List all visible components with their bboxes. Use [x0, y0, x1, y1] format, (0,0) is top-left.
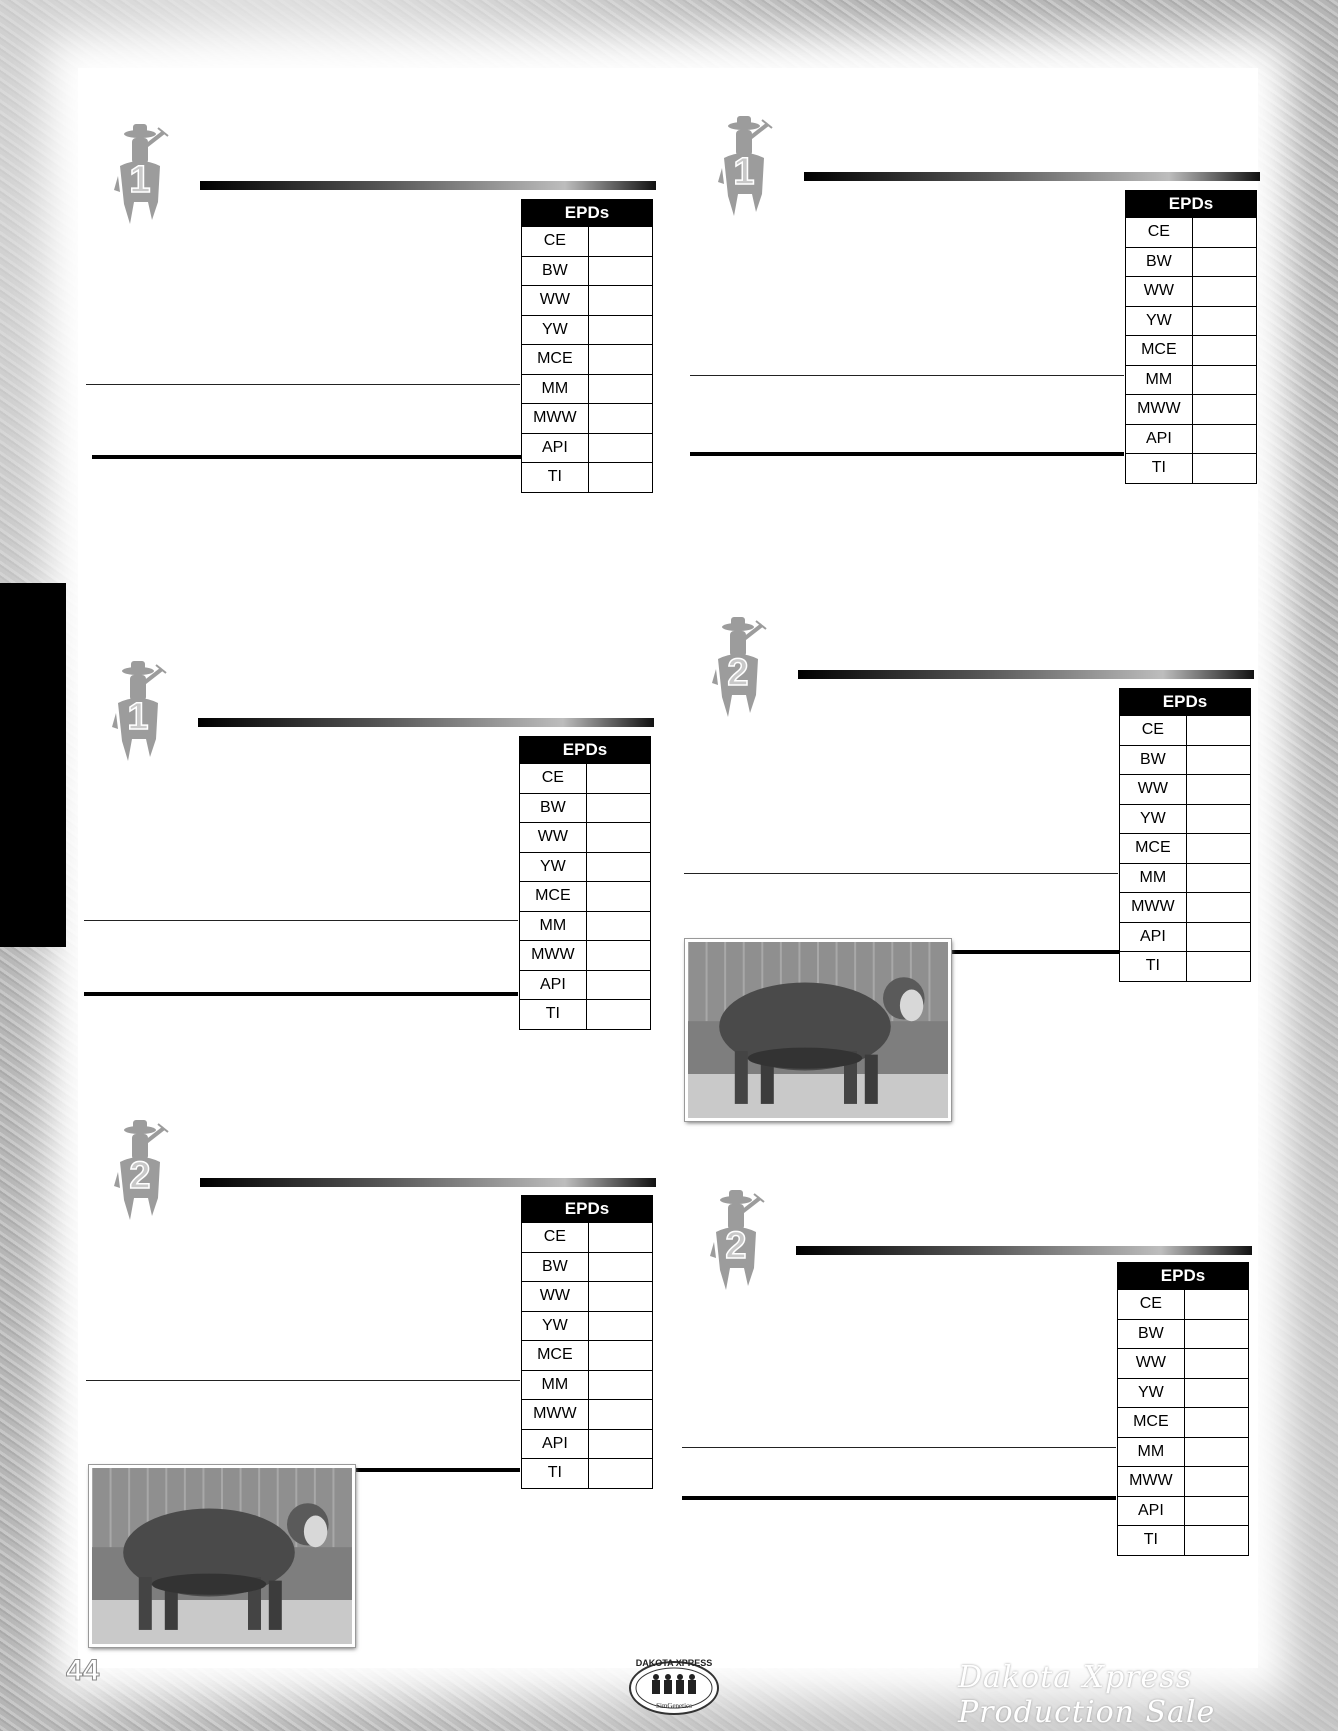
epd-value-cell [586, 1000, 650, 1030]
epd-label: WW [1120, 775, 1187, 805]
epd-row [522, 1429, 653, 1459]
epd-label: YW [522, 1311, 589, 1341]
epd-row [1126, 277, 1257, 307]
epd-header: EPDs [522, 1196, 653, 1223]
epd-label: CE [1118, 1290, 1185, 1320]
rider-lot-icon [112, 1116, 182, 1226]
epd-value-cell [588, 1400, 652, 1430]
epd-label: CE [1126, 218, 1193, 248]
epd-row [1120, 952, 1251, 982]
epd-value-cell [586, 793, 650, 823]
pedigree-line [86, 384, 520, 385]
logo-subtitle-text: SimGenetics [656, 1702, 692, 1710]
epd-table [521, 1195, 653, 1489]
epd-row [522, 1311, 653, 1341]
epd-label: MWW [1118, 1467, 1185, 1497]
dakota-xpress-logo [628, 1652, 720, 1718]
pedigree-line-thick [690, 452, 1124, 456]
epd-value-cell [1192, 424, 1256, 454]
epd-row [522, 374, 653, 404]
epd-row [1118, 1319, 1249, 1349]
epd-value-cell [588, 433, 652, 463]
epd-value-cell [1184, 1378, 1248, 1408]
heifer-photo [685, 939, 951, 1121]
epd-label: YW [522, 315, 589, 345]
epd-value-cell [1192, 247, 1256, 277]
epd-label: YW [1118, 1378, 1185, 1408]
epd-label: API [522, 1429, 589, 1459]
epd-row [1120, 863, 1251, 893]
epd-row [522, 315, 653, 345]
epd-header: EPDs [1120, 689, 1251, 716]
epd-value-cell [1186, 922, 1250, 952]
rider-number: 2 [727, 652, 749, 694]
epd-row [1120, 775, 1251, 805]
rider-number: 2 [725, 1225, 747, 1267]
epd-table [1117, 1262, 1249, 1556]
epd-table [1119, 688, 1251, 982]
epd-value-cell [588, 227, 652, 257]
epd-row [1126, 365, 1257, 395]
epd-value-cell [586, 764, 650, 794]
epd-value-cell [1186, 745, 1250, 775]
epd-value-cell [588, 1429, 652, 1459]
epd-label: MM [520, 911, 587, 941]
epd-row [1120, 716, 1251, 746]
epd-row [522, 1370, 653, 1400]
pedigree-line-thick [92, 455, 522, 459]
epd-value-cell [586, 970, 650, 1000]
epd-row [522, 463, 653, 493]
epd-value-cell [1184, 1319, 1248, 1349]
epd-label: TI [1120, 952, 1187, 982]
epd-row [522, 1341, 653, 1371]
epd-value-cell [1186, 952, 1250, 982]
epd-value-cell [588, 345, 652, 375]
rider-number: 1 [127, 696, 149, 738]
epd-row [1126, 336, 1257, 366]
epd-label: TI [520, 1000, 587, 1030]
epd-label: MCE [1126, 336, 1193, 366]
epd-value-cell [586, 823, 650, 853]
epd-value-cell [586, 852, 650, 882]
epd-row [1126, 306, 1257, 336]
epd-value-cell [1184, 1437, 1248, 1467]
epd-label: BW [1126, 247, 1193, 277]
epd-label: WW [522, 286, 589, 316]
pedigree-line [690, 375, 1124, 376]
epd-label: MWW [520, 941, 587, 971]
epd-value-cell [588, 1223, 652, 1253]
epd-row [1120, 804, 1251, 834]
epd-label: TI [522, 463, 589, 493]
epd-label: MCE [520, 882, 587, 912]
epd-row [522, 286, 653, 316]
epd-row [1120, 922, 1251, 952]
epd-row [1118, 1467, 1249, 1497]
epd-row [520, 852, 651, 882]
epd-value-cell [588, 1252, 652, 1282]
epd-value-cell [1184, 1349, 1248, 1379]
epd-value-cell [1186, 893, 1250, 923]
epd-value-cell [1192, 277, 1256, 307]
epd-value-cell [586, 882, 650, 912]
pedigree-line [84, 920, 518, 921]
epd-value-cell [1184, 1290, 1248, 1320]
epd-row [520, 882, 651, 912]
epd-label: API [1118, 1496, 1185, 1526]
epd-row [1126, 218, 1257, 248]
epd-label: CE [522, 227, 589, 257]
rider-number: 1 [129, 159, 151, 201]
pedigree-line [682, 1447, 1116, 1448]
epd-row [1118, 1378, 1249, 1408]
rider-lot-icon [716, 112, 786, 222]
rider-number: 1 [733, 151, 755, 193]
epd-row [522, 256, 653, 286]
epd-value-cell [1184, 1408, 1248, 1438]
epd-value-cell [1186, 804, 1250, 834]
pedigree-line-thick [350, 1468, 520, 1472]
epd-label: TI [1126, 454, 1193, 484]
epd-value-cell [588, 1341, 652, 1371]
epd-row [522, 1252, 653, 1282]
epd-row [522, 345, 653, 375]
epd-row [522, 227, 653, 257]
epd-row [520, 911, 651, 941]
epd-label: MWW [522, 1400, 589, 1430]
epd-value-cell [1186, 775, 1250, 805]
epd-label: YW [1126, 306, 1193, 336]
epd-value-cell [1184, 1496, 1248, 1526]
epd-label: MM [1120, 863, 1187, 893]
epd-label: TI [1118, 1526, 1185, 1556]
lot-title-bar [200, 1178, 656, 1187]
epd-row [1126, 395, 1257, 425]
epd-row [1120, 745, 1251, 775]
epd-row [520, 1000, 651, 1030]
pedigree-line-thick [946, 950, 1120, 954]
epd-label: WW [520, 823, 587, 853]
epd-value-cell [588, 1459, 652, 1489]
epd-label: MWW [1120, 893, 1187, 923]
epd-row [1126, 454, 1257, 484]
epd-row [1120, 893, 1251, 923]
epd-label: API [1126, 424, 1193, 454]
epd-value-cell [1192, 336, 1256, 366]
epd-value-cell [1184, 1526, 1248, 1556]
page-number: 44 [66, 1654, 100, 1687]
pedigree-line [684, 873, 1118, 874]
epd-row [1118, 1408, 1249, 1438]
heifer-photo [89, 1465, 355, 1647]
lot-title-bar [804, 172, 1260, 181]
epd-label: MWW [522, 404, 589, 434]
epd-label: API [522, 433, 589, 463]
epd-table [1125, 190, 1257, 484]
epd-value-cell [1186, 863, 1250, 893]
epd-value-cell [1184, 1467, 1248, 1497]
epd-label: WW [1126, 277, 1193, 307]
epd-label: MM [522, 374, 589, 404]
epd-label: MCE [522, 1341, 589, 1371]
epd-label: MM [1118, 1437, 1185, 1467]
epd-label: BW [522, 1252, 589, 1282]
epd-label: BW [522, 256, 589, 286]
epd-table [519, 736, 651, 1030]
rider-lot-icon [110, 657, 180, 767]
epd-value-cell [1186, 834, 1250, 864]
epd-row [522, 1223, 653, 1253]
epd-row [1118, 1290, 1249, 1320]
epd-label: MWW [1126, 395, 1193, 425]
epd-label: WW [522, 1282, 589, 1312]
epd-header: EPDs [522, 200, 653, 227]
epd-row [520, 823, 651, 853]
side-section-tab [0, 583, 66, 947]
epd-value-cell [588, 1311, 652, 1341]
epd-label: MCE [1118, 1408, 1185, 1438]
epd-label: BW [520, 793, 587, 823]
epd-label: MM [522, 1370, 589, 1400]
epd-row [520, 793, 651, 823]
epd-row [522, 404, 653, 434]
epd-label: BW [1120, 745, 1187, 775]
epd-label: MCE [1120, 834, 1187, 864]
epd-value-cell [588, 1282, 652, 1312]
epd-row [522, 1400, 653, 1430]
lot-title-bar [796, 1246, 1252, 1255]
epd-value-cell [588, 256, 652, 286]
logo-title-text: DAKOTA XPRESS [635, 1658, 713, 1668]
epd-value-cell [586, 911, 650, 941]
epd-row [1118, 1526, 1249, 1556]
rider-lot-icon [112, 120, 182, 230]
epd-header: EPDs [1126, 191, 1257, 218]
epd-table [521, 199, 653, 493]
epd-value-cell [588, 463, 652, 493]
sale-script-title: Dakota Xpress Production Sale [958, 1660, 1216, 1730]
epd-value-cell [1192, 395, 1256, 425]
pedigree-line-thick [682, 1496, 1116, 1500]
rider-lot-icon [710, 613, 780, 723]
epd-label: WW [1118, 1349, 1185, 1379]
pedigree-line [86, 1380, 520, 1381]
epd-row [1120, 834, 1251, 864]
epd-value-cell [1186, 716, 1250, 746]
epd-row [520, 970, 651, 1000]
epd-row [1118, 1496, 1249, 1526]
epd-label: API [1120, 922, 1187, 952]
lot-title-bar [198, 718, 654, 727]
page-content-area [78, 68, 1258, 1668]
epd-row [522, 433, 653, 463]
epd-header: EPDs [1118, 1263, 1249, 1290]
epd-label: CE [520, 764, 587, 794]
rider-lot-icon [708, 1186, 778, 1296]
epd-label: TI [522, 1459, 589, 1489]
epd-label: YW [520, 852, 587, 882]
epd-value-cell [586, 941, 650, 971]
epd-value-cell [588, 404, 652, 434]
epd-row [1126, 247, 1257, 277]
epd-row [1126, 424, 1257, 454]
pedigree-line-thick [84, 992, 518, 996]
epd-label: YW [1120, 804, 1187, 834]
rider-number: 2 [129, 1155, 151, 1197]
epd-value-cell [588, 315, 652, 345]
epd-label: CE [1120, 716, 1187, 746]
epd-value-cell [588, 374, 652, 404]
epd-value-cell [1192, 454, 1256, 484]
epd-value-cell [1192, 306, 1256, 336]
epd-label: API [520, 970, 587, 1000]
epd-value-cell [1192, 218, 1256, 248]
epd-label: MCE [522, 345, 589, 375]
epd-row [520, 941, 651, 971]
epd-row [1118, 1437, 1249, 1467]
epd-value-cell [588, 286, 652, 316]
epd-value-cell [1192, 365, 1256, 395]
epd-header: EPDs [520, 737, 651, 764]
epd-row [522, 1282, 653, 1312]
epd-label: BW [1118, 1319, 1185, 1349]
epd-row [1118, 1349, 1249, 1379]
lot-title-bar [200, 181, 656, 190]
epd-value-cell [588, 1370, 652, 1400]
lot-title-bar [798, 670, 1254, 679]
epd-label: MM [1126, 365, 1193, 395]
epd-label: CE [522, 1223, 589, 1253]
epd-row [520, 764, 651, 794]
epd-row [522, 1459, 653, 1489]
